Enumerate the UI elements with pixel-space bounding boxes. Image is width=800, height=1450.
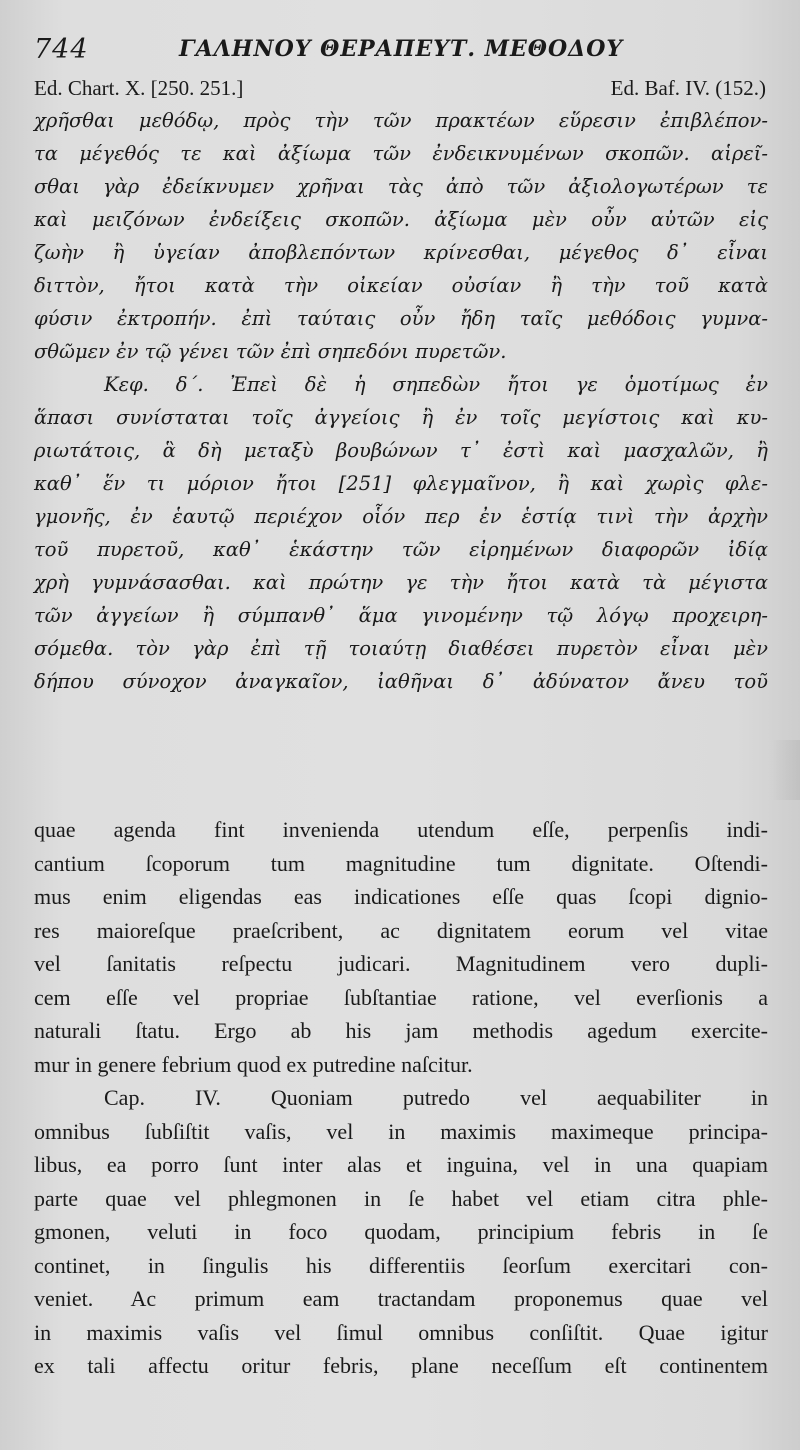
- greek-line: ἅπασι συνίσταται τοῖς ἀγγείοις ἢ ἐν τοῖς μεγίστοις καὶ κυ-: [34, 406, 768, 429]
- latin-text-block: [34, 813, 768, 1383]
- latin-line: gmonen, veluti in foco quodam, principium febris in ſe: [34, 1219, 768, 1244]
- latin-line: in maximis vaſis vel ſimul omnibus conſiſtit. Quae igitur: [34, 1319, 768, 1345]
- latin-line: mur in genere febrium quod ex putredine naſcitur.: [34, 1051, 473, 1077]
- latin-line: omnibus ſubſiſtit vaſis, vel in maximis maximeque principa-: [34, 1118, 768, 1144]
- latin-line: quae agenda fint invenienda utendum eſſe, perpenſis indi-: [34, 817, 768, 842]
- latin-line: libus, ea porro ſunt inter alas et inguina, vel in una quapiam: [34, 1152, 768, 1177]
- greek-line: χρῆσθαι μεθόδῳ, πρὸς τὴν τῶν πρακτέων εὕρεσιν ἐπιβλέπον-: [34, 109, 768, 132]
- greek-line: γμονῆς, ἐν ἑαυτῷ περιέχον οἷόν περ ἐν ἑστίᾳ τινὶ τὴν ἀρχὴν: [34, 505, 768, 528]
- greek-line: σθῶμεν ἐν τῷ γένει τῶν ἐπὶ σηπεδόνι πυρετῶν.: [34, 340, 507, 363]
- greek-line: σθαι γὰρ ἐδείκνυμεν χρῆναι τὰς ἀπὸ τῶν ἀξιολογωτέρων τε: [34, 175, 768, 198]
- latin-line: naturali ſtatu. Ergo ab his jam methodis agedum exercite-: [34, 1018, 768, 1043]
- latin-chapter-heading-line: Cap. IV. Quoniam putredo vel aequabiliter in: [104, 1085, 768, 1110]
- greek-line: καθ᾽ ἕν τι μόριον ἤτοι [251] φλεγμαῖνον, ἢ καὶ χωρὶς φλε-: [34, 472, 768, 495]
- latin-line: ex tali affectu oritur febris, plane neceſſum eſt continentem: [34, 1353, 768, 1378]
- latin-line: vel ſanitatis reſpectu judicari. Magnitudinem vero dupli-: [34, 951, 768, 976]
- latin-line: res maioreſque praeſcribent, ac dignitatem eorum vel vitae: [34, 917, 768, 943]
- latin-line: cem eſſe vel propriae ſubſtantiae ratione, vel everſionis a: [34, 984, 768, 1010]
- running-head: [34, 28, 774, 68]
- greek-line: ζωὴν ἢ ὑγείαν ἀποβλεπόντων κρίνεσθαι, μέγεθος δ᾽ εἶναι: [34, 241, 768, 264]
- latin-line: continet, in ſingulis his differentiis ſeorſum exercitari con-: [34, 1252, 768, 1278]
- edition-basel-ref: Ed. Baf. IV. (152.): [610, 76, 766, 100]
- greek-text-block: [34, 104, 768, 698]
- greek-line: σόμεθα. τὸν γὰρ ἐπὶ τῇ τοιαύτῃ διαθέσει πυρετὸν εἶναι μὲν: [34, 637, 768, 660]
- latin-line: veniet. Ac primum eam tractandam proponemus quae vel: [34, 1286, 768, 1311]
- greek-line: τοῦ πυρετοῦ, καθ᾽ ἑκάστην τῶν εἰρημένων διαφορῶν ἰδίᾳ: [34, 538, 768, 561]
- greek-line: τῶν ἀγγείων ἢ σύμπανθ᾽ ἅμα γινομένην τῷ λόγῳ προχειρη-: [34, 604, 768, 627]
- latin-line: parte quae vel phlegmonen in ſe habet vel etiam citra phle-: [34, 1185, 768, 1211]
- greek-line: τα μέγεθός τε καὶ ἀξίωμα τῶν ἐνδεικνυμένων σκοπῶν. αἱρεῖ-: [34, 142, 768, 165]
- latin-line: cantium ſcoporum tum magnitudine tum dignitate. Oſtendi-: [34, 850, 768, 876]
- edition-chartier-ref: Ed. Chart. X. [250. 251.]: [34, 76, 244, 100]
- greek-running-title: ΓΑΛΗΝΟΥ ΘΕΡΑΠΕΥΤ. ΜΕΘΟΔΟΥ: [179, 36, 624, 62]
- greek-line: χρὴ γυμνάσασθαι. καὶ πρώτην γε τὴν ἤτοι κατὰ τὰ μέγιστα: [34, 571, 768, 594]
- greek-line: καὶ μειζόνων ἐνδείξεις σκοπῶν. ἀξίωμα μὲν οὖν αὐτῶν εἰς: [34, 208, 768, 231]
- page-number: 744: [34, 34, 89, 65]
- edition-references: [34, 76, 766, 106]
- greek-chapter-heading-line: Κεφ. δ΄. Ἐπεὶ δὲ ἡ σηπεδὼν ἤτοι γε ὁμοτίμως ἐν: [104, 373, 768, 396]
- greek-line: διττὸν, ἤτοι κατὰ τὴν οἰκείαν οὐσίαν ἢ τὴν τοῦ κατὰ: [34, 274, 768, 297]
- greek-line: δήπου σύνοχον ἀναγκαῖον, ἰαθῆναι δ᾽ ἀδύνατον ἄνευ τοῦ: [34, 670, 768, 693]
- bleed-through-shadow: [770, 740, 800, 800]
- latin-line: mus enim eligendas eas indicationes eſſe quas ſcopi dignio-: [34, 884, 768, 909]
- greek-line: φύσιν ἐκτροπήν. ἐπὶ ταύταις οὖν ἤδη ταῖς μεθόδοις γυμνα-: [34, 307, 768, 330]
- greek-line: ριωτάτοις, ἃ δὴ μεταξὺ βουβώνων τ᾽ ἐστὶ καὶ μασχαλῶν, ἢ: [34, 439, 768, 462]
